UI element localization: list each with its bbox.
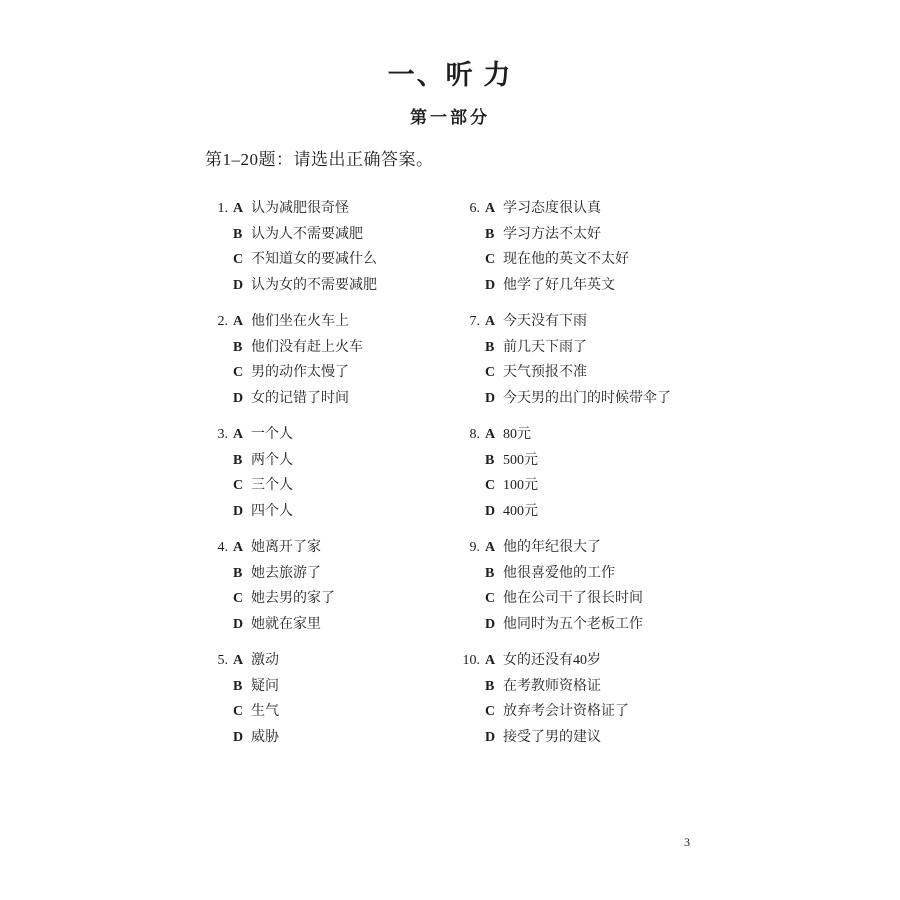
option-text: 疑问 [251,678,279,694]
option-text: 学习方法不太好 [503,226,601,242]
option-text: 一个人 [251,427,293,442]
option-letter: D [233,390,244,406]
option-text: 今天男的出门的时候带伞了 [503,390,671,406]
option-text: 生气 [251,704,279,719]
option-letter: C [233,365,244,380]
option-text: 放弃考会计资格证了 [503,704,629,719]
option-a [453,539,753,556]
option-d [453,390,753,407]
option-d [453,616,753,633]
option-a [453,313,753,330]
page-title: 一、听 力 [387,60,513,90]
option-letter: D [485,616,496,632]
option-letter: B [485,339,495,355]
option-c [453,703,753,720]
option-letter: C [233,478,244,493]
option-text: 现在他的英文不太好 [503,252,629,267]
section-heading: 第一部分 [410,108,490,127]
option-letter: B [233,226,243,242]
question-number: 6. [469,201,480,216]
option-text: 三个人 [251,478,293,493]
option-letter: A [485,653,496,668]
option-letter: D [233,277,244,293]
option-letter: D [485,390,496,406]
option-letter: A [233,201,244,216]
option-text: 他在公司干了很长时间 [503,591,643,606]
option-text: 认为减肥很奇怪 [251,201,349,216]
option-letter: B [485,678,495,694]
option-letter: D [485,729,496,745]
option-text: 在考教师资格证 [503,678,601,694]
option-text: 认为人不需要减肥 [251,226,363,242]
option-c [453,590,753,607]
question-number: 8. [469,427,480,442]
option-text: 女的还没有40岁 [503,653,601,668]
option-text: 她去旅游了 [251,565,321,581]
option-d [453,503,753,520]
option-text: 激动 [251,653,279,668]
option-letter: C [233,252,244,267]
option-b [453,452,753,469]
option-letter: B [485,226,495,242]
option-c [453,364,753,381]
option-text: 今天没有下雨 [503,314,587,329]
option-letter: A [485,314,496,329]
option-c [453,477,753,494]
option-text: 女的记错了时间 [251,390,349,406]
option-text: 80元 [503,427,531,442]
option-letter: D [485,503,496,519]
question-number: 1. [217,201,228,216]
option-b [453,565,753,582]
option-text: 不知道女的要减什么 [251,252,377,267]
option-text: 她离开了家 [251,540,321,555]
option-letter: D [485,277,496,293]
option-letter: D [233,616,244,632]
option-letter: A [233,314,244,329]
option-text: 500元 [503,452,538,468]
page-number: 3 [684,835,690,849]
option-letter: C [485,591,496,606]
option-letter: D [233,729,244,745]
option-text: 学习态度很认真 [503,201,601,216]
option-letter: B [233,678,243,694]
option-letter: B [233,565,243,581]
option-letter: C [233,704,244,719]
option-c [453,251,753,268]
option-a [453,652,753,669]
option-letter: A [485,201,496,216]
option-text: 两个人 [251,452,293,468]
question-6 [453,200,753,310]
question-number: 7. [469,314,480,329]
option-text: 接受了男的建议 [503,729,601,745]
option-text: 他的年纪很大了 [503,540,601,555]
option-letter: B [485,452,495,468]
option-text: 男的动作太慢了 [251,365,349,380]
option-letter: A [485,540,496,555]
question-number: 3. [217,427,228,442]
option-text: 100元 [503,478,538,493]
option-a [453,426,753,443]
option-letter: A [233,540,244,555]
instruction-text: 第1–20题：请选出正确答案。 [205,150,434,169]
option-text: 他很喜爱他的工作 [503,565,615,581]
option-letter: C [485,478,496,493]
option-text: 他同时为五个老板工作 [503,616,643,632]
option-letter: B [233,452,243,468]
option-text: 他们坐在火车上 [251,314,349,329]
option-letter: C [233,591,244,606]
option-letter: A [233,653,244,668]
option-text: 她就在家里 [251,616,321,632]
question-number: 9. [469,540,480,555]
option-letter: C [485,704,496,719]
option-text: 天气预报不准 [503,365,587,380]
option-text: 四个人 [251,503,293,519]
question-7 [453,313,753,423]
option-letter: B [485,565,495,581]
question-10 [453,652,753,762]
question-9 [453,539,753,649]
option-text: 威胁 [251,729,279,745]
option-text: 她去男的家了 [251,591,335,606]
option-b [453,226,753,243]
option-text: 前几天下雨了 [503,339,587,355]
option-letter: D [233,503,244,519]
question-number: 4. [217,540,228,555]
option-d [453,277,753,294]
option-letter: C [485,365,496,380]
option-text: 他们没有赶上火车 [251,339,363,355]
option-letter: C [485,252,496,267]
option-a [453,200,753,217]
option-b [453,339,753,356]
option-text: 400元 [503,503,538,519]
option-letter: A [233,427,244,442]
question-number: 10. [462,653,480,668]
option-d [453,729,753,746]
question-number: 5. [217,653,228,668]
question-8 [453,426,753,536]
option-letter: A [485,427,496,442]
option-text: 认为女的不需要减肥 [251,277,377,293]
option-letter: B [233,339,243,355]
option-b [453,678,753,695]
question-number: 2. [217,314,228,329]
option-text: 他学了好几年英文 [503,277,615,293]
